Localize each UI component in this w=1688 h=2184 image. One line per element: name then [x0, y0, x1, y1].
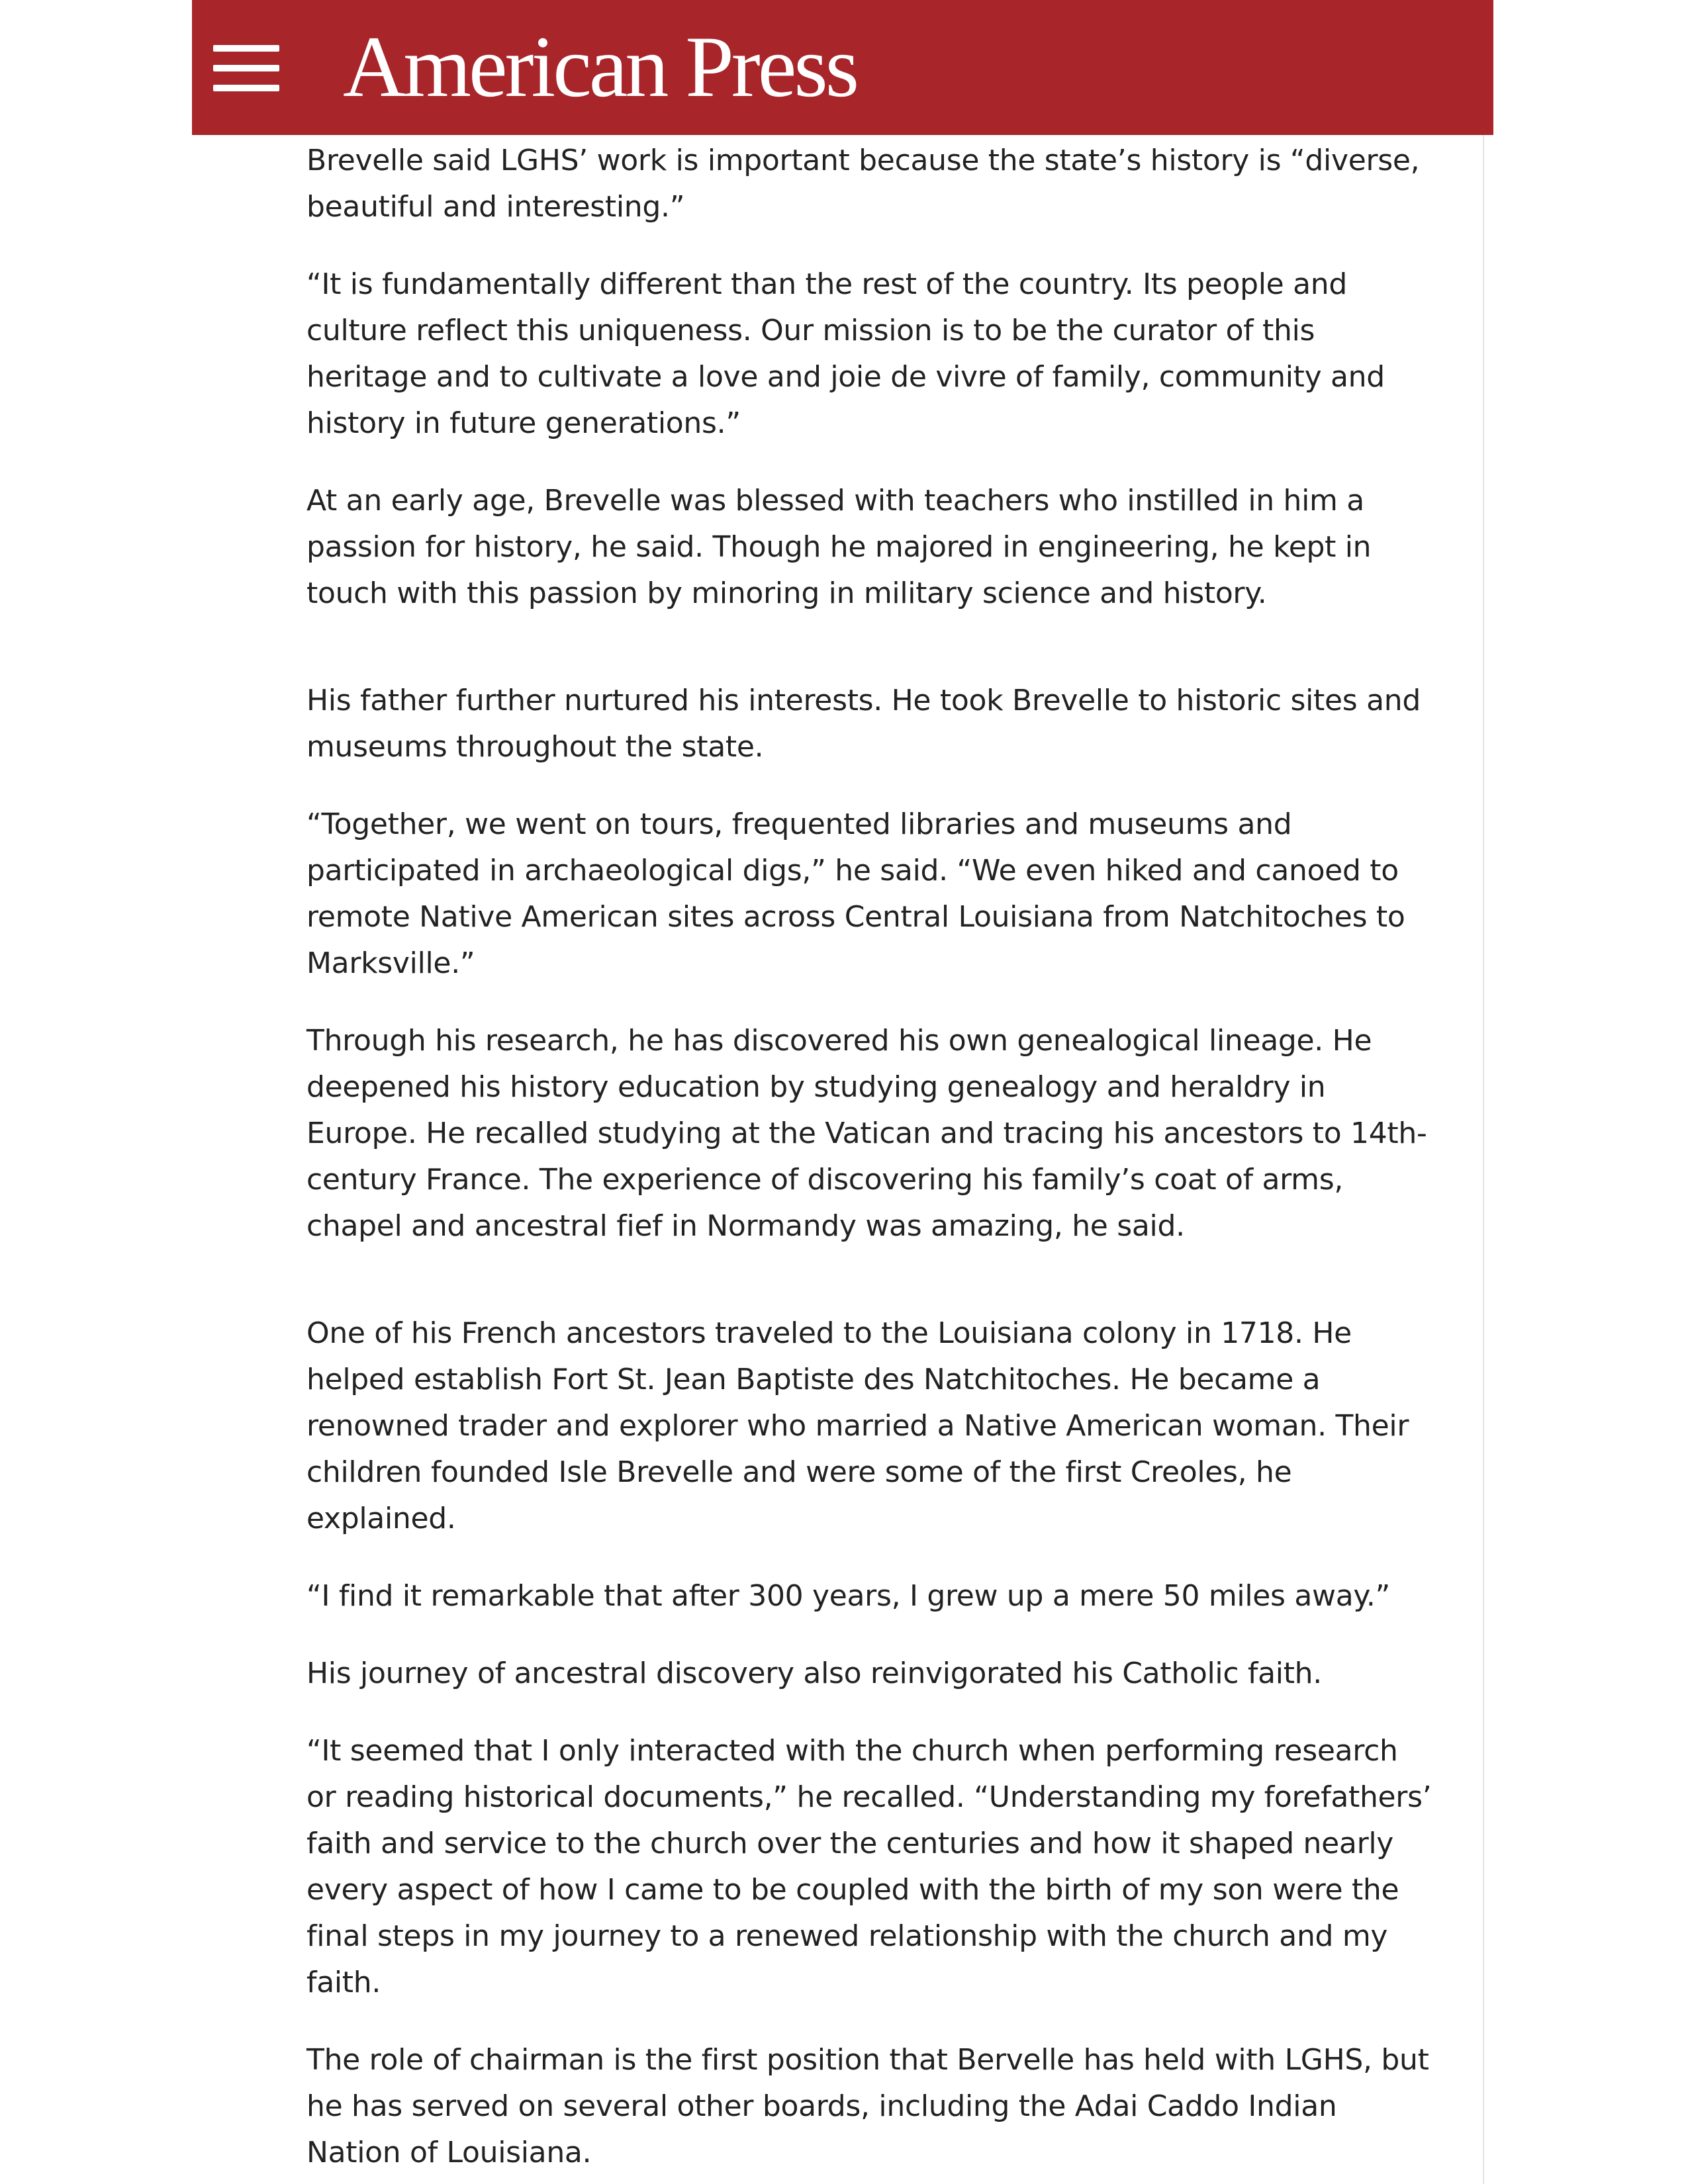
article-paragraph: His journey of ancestral discovery also reinvigorated his Catholic faith. [306, 1657, 1322, 1690]
article-paragraph: Brevelle said LGHS’ work is important because the state’s history is “diverse, beautiful and interesting.” [306, 144, 1420, 224]
menu-icon-bar [213, 85, 279, 91]
article-paragraph: “It is fundamentally different than the rest of the country. Its people and culture reflect this uniqueness. Our mission is to be the curator of this heritage and to cultivate a love and joie de vivre of family, community and history in future generations.” [306, 267, 1385, 440]
article-paragraph: The role of chairman is the first position that Bervelle has held with LGHS, but he has served on several other boards, including the Adai Caddo Indian Nation of Louisiana. [306, 2043, 1429, 2169]
article-paragraph: “It seemed that I only interacted with the church when performing research or reading historical documents,” he recalled. “Understanding my forefathers’ faith and service to the church over the centuries and how it shaped nearly every aspect of how I came to be coupled with the birth of my son were the final steps in my journey to a renewed relationship with the church and my faith. [306, 1734, 1432, 1999]
content-divider [1483, 135, 1484, 2184]
article-paragraph: Through his research, he has discovered his own genealogical lineage. He deepened his history education by studying genealogy and heraldry in Europe. He recalled studying at the Vatican and tracing his ancestors to 14th-century France. The experience of discovering his family’s coat of arms, chapel and ancestral fief in Normandy was amazing, he said. [306, 1024, 1427, 1243]
article-paragraph: His father further nurtured his interests. He took Brevelle to historic sites and museums throughout the state. [306, 684, 1421, 764]
hamburger-menu-icon[interactable] [213, 45, 279, 93]
article-paragraph: One of his French ancestors traveled to the Louisiana colony in 1718. He helped establish Fort St. Jean Baptiste des Natchitoches. He became a renowned trader and explorer who married a Native American woman. Their children founded Isle Brevelle and were some of the first Creoles, he explained. [306, 1316, 1409, 1535]
article-body [306, 138, 1432, 2176]
site-logo[interactable]: American Press [343, 18, 857, 115]
menu-icon-bar [213, 65, 279, 71]
article-paragraph: “I find it remarkable that after 300 years, I grew up a mere 50 miles away.” [306, 1579, 1391, 1613]
menu-icon-bar [213, 45, 279, 52]
article-paragraph: At an early age, Brevelle was blessed with teachers who instilled in him a passion for history, he said. Though he majored in engineering, he kept in touch with this passion by minoring in military science and history. [306, 484, 1372, 610]
article-paragraph: “Together, we went on tours, frequented libraries and museums and participated in archaeological digs,” he said. “We even hiked and canoed to remote Native American sites across Central Louisiana from Natchitoches to Marksville.” [306, 807, 1405, 980]
